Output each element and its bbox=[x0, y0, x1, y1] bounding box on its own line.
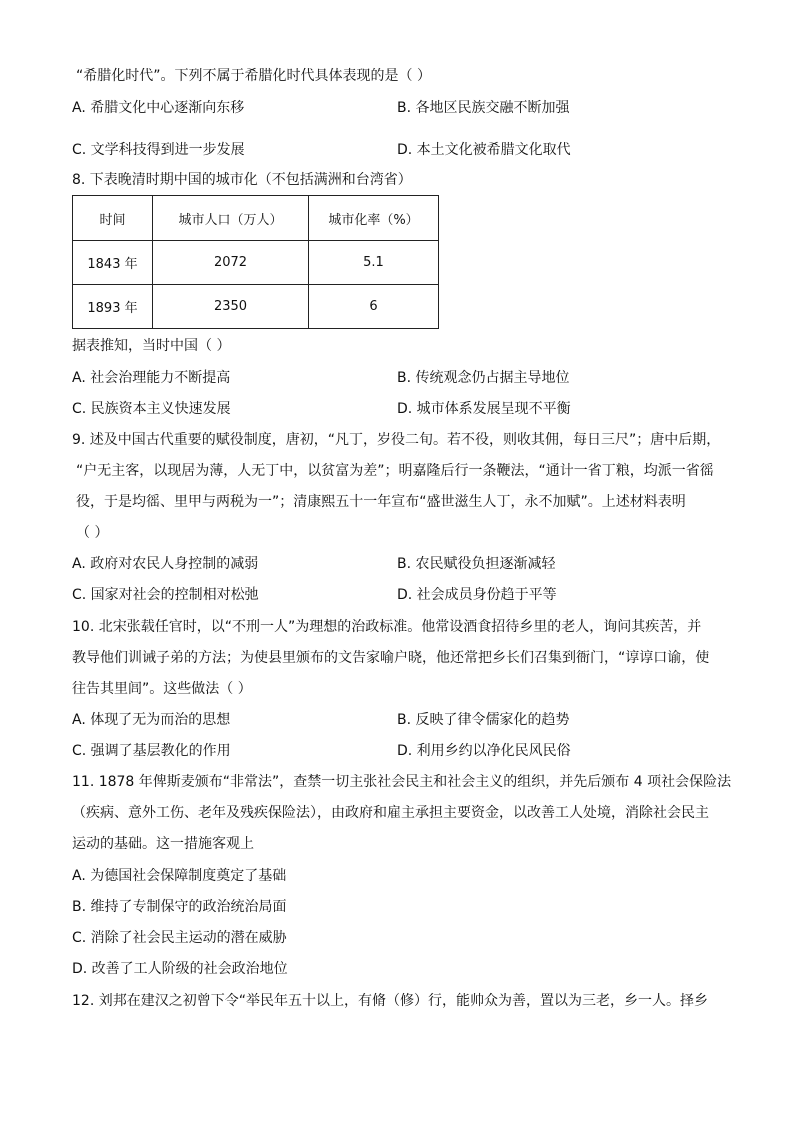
table-cell: 2350 bbox=[153, 285, 309, 329]
q11-option-a[interactable]: A. 为德国社会保障制度奠定了基础 bbox=[72, 868, 287, 884]
q7-option-b[interactable]: B. 各地区民族交融不断加强 bbox=[397, 100, 570, 116]
q9-option-a[interactable]: A. 政府对农民人身控制的减弱 bbox=[72, 556, 259, 572]
q11-option-c[interactable]: C. 消除了社会民主运动的潜在威胁 bbox=[72, 930, 287, 946]
q9-line: 役，于是均徭、里甲与两税为一”；清康熙五十一年宣布“盛世滋生人丁，永不加赋”。上述材料表明 bbox=[76, 494, 686, 510]
urbanization-table bbox=[72, 195, 439, 329]
table-row bbox=[73, 285, 439, 329]
q11-line: 11. 1878 年俾斯麦颁布“非常法”，查禁一切主张社会民主和社会主义的组织，并先后颁布 4 项社会保险法 bbox=[72, 774, 732, 790]
q8-question: 据表推知，当时中国（ ） bbox=[72, 338, 231, 354]
q10-option-a[interactable]: A. 体现了无为而治的思想 bbox=[72, 712, 231, 728]
q8-option-c[interactable]: C. 民族资本主义快速发展 bbox=[72, 401, 231, 417]
q7-option-a[interactable]: A. 希腊文化中心逐渐向东移 bbox=[72, 100, 245, 116]
table-cell: 2072 bbox=[153, 241, 309, 285]
table-row bbox=[73, 241, 439, 285]
q8-stem: 8. 下表晚清时期中国的城市化（不包括满洲和台湾省） bbox=[72, 172, 412, 188]
q11-line: （疾病、意外工伤、老年及残疾保险法），由政府和雇主承担主要资金，以改善工人处境，消除社会民主 bbox=[72, 805, 709, 821]
q9-option-d[interactable]: D. 社会成员身份趋于平等 bbox=[397, 587, 557, 603]
table-cell: 1893 年 bbox=[73, 285, 153, 329]
q10-line: 往告其里闾”。这些做法（ ） bbox=[72, 681, 252, 697]
q10-option-c[interactable]: C. 强调了基层教化的作用 bbox=[72, 743, 231, 759]
q10-option-d[interactable]: D. 利用乡约以净化民风民俗 bbox=[397, 743, 571, 759]
q11-option-d[interactable]: D. 改善了工人阶级的社会政治地位 bbox=[72, 961, 288, 977]
q8-option-b[interactable]: B. 传统观念仍占据主导地位 bbox=[397, 370, 570, 386]
q9-line: “户无主客，以现居为薄，人无丁中，以贫富为差”；明嘉隆后行一条鞭法，“通计一省丁粮，均派一省徭 bbox=[76, 463, 714, 479]
q8-option-a[interactable]: A. 社会治理能力不断提高 bbox=[72, 370, 231, 386]
q9-line: （ ） bbox=[76, 525, 109, 541]
table-cell: 1843 年 bbox=[73, 241, 153, 285]
q8-option-d[interactable]: D. 城市体系发展呈现不平衡 bbox=[397, 401, 571, 417]
q10-option-b[interactable]: B. 反映了律令儒家化的趋势 bbox=[397, 712, 570, 728]
q9-option-c[interactable]: C. 国家对社会的控制相对松弛 bbox=[72, 587, 259, 603]
q11-option-b[interactable]: B. 维持了专制保守的政治统治局面 bbox=[72, 899, 287, 915]
table-header-cell: 城市人口（万人） bbox=[153, 196, 309, 241]
q11-line: 运动的基础。这一措施客观上 bbox=[72, 836, 254, 852]
table-cell: 6 bbox=[309, 285, 439, 329]
table-header-row bbox=[73, 196, 439, 241]
q7-stem: “希腊化时代”。下列不属于希腊化时代具体表现的是（ ） bbox=[76, 68, 431, 84]
table-cell: 5.1 bbox=[309, 241, 439, 285]
q7-option-c[interactable]: C. 文学科技得到进一步发展 bbox=[72, 142, 245, 158]
q10-line: 10. 北宋张载任官时，以“不刑一人”为理想的治政标准。他常设酒食招待乡里的老人，询问其疾苦，并 bbox=[72, 619, 702, 635]
q9-line: 9. 述及中国古代重要的赋役制度，唐初，“凡丁，岁役二旬。若不役，则收其佣，每日三尺”；唐中后期， bbox=[72, 432, 721, 448]
table-header-cell: 城市化率（%） bbox=[309, 196, 439, 241]
table-header-cell: 时间 bbox=[73, 196, 153, 241]
q9-option-b[interactable]: B. 农民赋役负担逐渐减轻 bbox=[397, 556, 556, 572]
q12-line: 12. 刘邦在建汉之初曾下令“举民年五十以上，有脩（修）行，能帅众为善，置以为三老，乡一人。择乡 bbox=[72, 993, 708, 1009]
q10-line: 教导他们训诫子弟的方法；为使县里颁布的文告家喻户晓，他还常把乡长们召集到衙门，“谆谆口谕，使 bbox=[72, 650, 710, 666]
q7-option-d[interactable]: D. 本土文化被希腊文化取代 bbox=[397, 142, 571, 158]
